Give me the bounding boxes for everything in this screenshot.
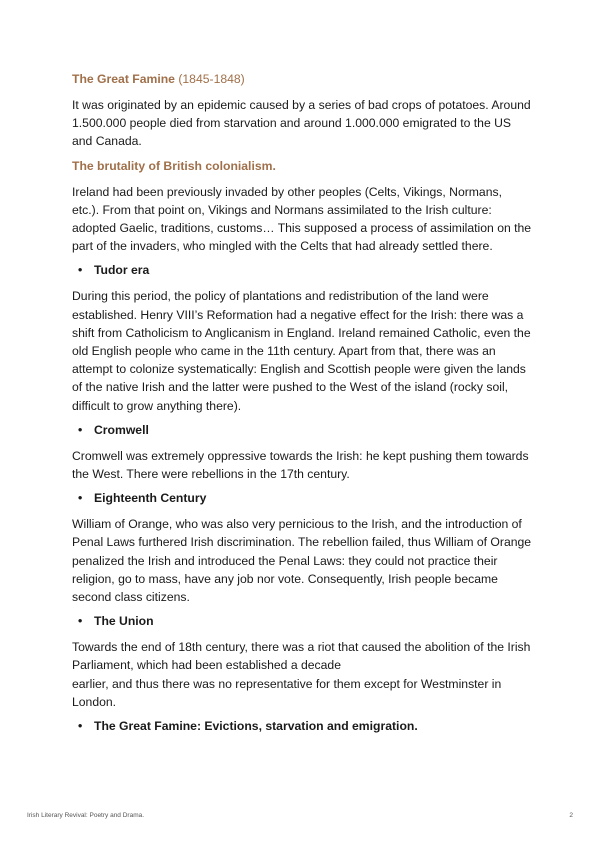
bullet-dot-icon: •	[78, 719, 83, 734]
colonialism-paragraph: Ireland had been previously invaded by other peoples (Celts, Vikings, Normans, etc.). From that point on, Vikings and Normans assimilated to the Irish culture: adopted Gaelic, traditions, customs… This supposed a process of assimilation on the part of the invaders, who mingled with the Celts that had already settled there.	[72, 184, 532, 254]
famine-heading	[72, 70, 532, 88]
bullet-dot-icon: •	[78, 422, 83, 437]
page-number: 2	[569, 812, 573, 819]
bullet-cromwell	[72, 421, 532, 439]
bullet-eighteenth-century	[72, 489, 532, 507]
bullet-label: The Union	[94, 614, 154, 629]
famine-heading-years: (1845-1848)	[178, 72, 245, 86]
page-footer	[27, 812, 573, 819]
bullet-dot-icon: •	[78, 263, 83, 278]
tudor-paragraph: During this period, the policy of plantations and redistribution of the land were established. Henry VIII’s Reformation had a negative effect for the Irish: there was a shift from Catholicism to Anglicanism in England. Ireland remained Catholic, even the old English people who came in the 11th century. Apart from that, there was an attempt to colonize systematically: English and Scottish people were given the lands of the native Irish and the latter were pushed to the West of the island (rocky soil, difficult to grow anything there).	[72, 289, 531, 413]
bullet-label: Tudor era	[94, 263, 150, 278]
union-paragraph	[72, 638, 532, 711]
bullet-tudor-era	[72, 261, 532, 279]
bullet-label: Cromwell	[94, 422, 149, 437]
colonialism-heading: The brutality of British colonialism.	[72, 158, 276, 173]
bullet-dot-icon: •	[78, 491, 83, 506]
union-paragraph-line2: earlier, and thus there was no representative for them except for Westminster in London.	[72, 676, 502, 709]
bullet-dot-icon: •	[78, 614, 83, 629]
footer-title: Irish Literary Revival: Poetry and Drama.	[27, 812, 145, 819]
bullet-great-famine	[72, 717, 532, 735]
famine-paragraph: It was originated by an epidemic caused by a series of bad crops of potatoes. Around 1.500.000 people died from starvation and around 1.000.000 emigrated to the US and Canada.	[72, 98, 531, 149]
famine-heading-title: The Great Famine	[72, 72, 175, 86]
bullet-label: The Great Famine: Evictions, starvation and emigration.	[94, 719, 418, 734]
document-body	[72, 70, 532, 743]
cromwell-paragraph: Cromwell was extremely oppressive towards the Irish: he kept pushing them towards the West. There were rebellions in the 17th century.	[72, 448, 529, 482]
union-paragraph-line1: Towards the end of 18th century, there was a riot that caused the abolition of the Irish Parliament, which had been established a decade	[72, 640, 531, 673]
bullet-label: Eighteenth Century	[94, 491, 207, 506]
eighteenth-century-paragraph: William of Orange, who was also very pernicious to the Irish, and the introduction of Penal Laws furthered Irish discrimination. The rebellion failed, thus William of Orange penalized the Irish and introduced the Penal Laws: they could not practice their religion, go to mass, have any job nor vote. Consequently, Irish people became second class citizens.	[72, 517, 532, 605]
bullet-the-union	[72, 612, 532, 630]
